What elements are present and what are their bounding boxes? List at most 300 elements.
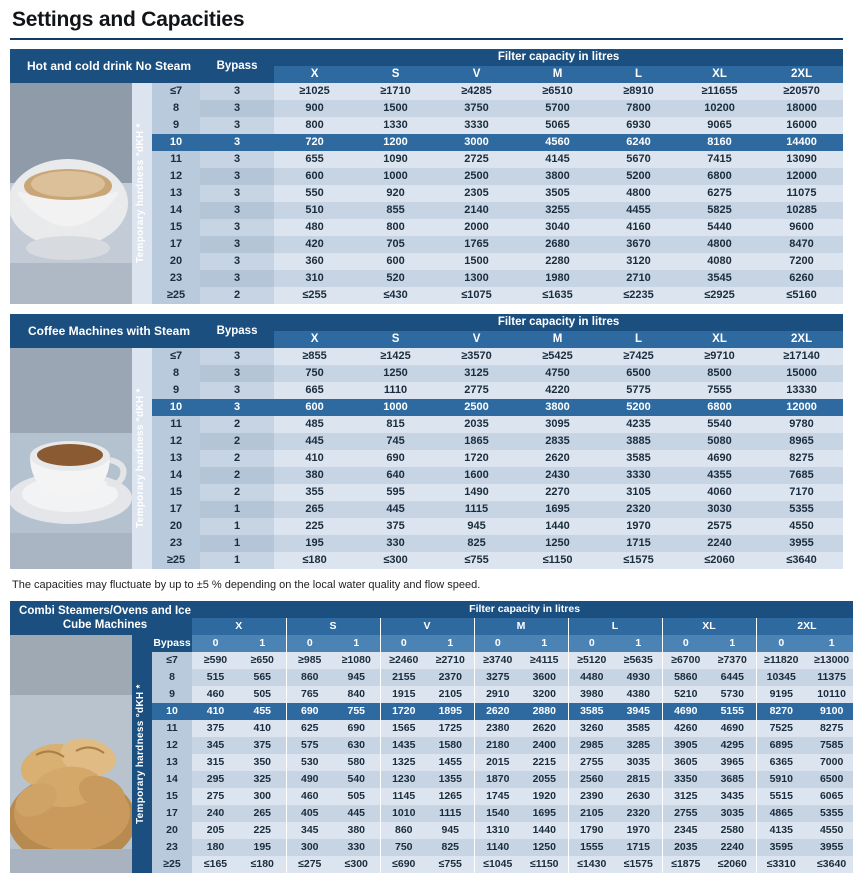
cell-x: ≤180 [274,552,355,569]
cell-value: ≥13000 [806,652,853,669]
hardness-label-text: Temporary hardness °dKH * [135,123,146,264]
page-title: Settings and Capacities [12,8,245,31]
cell-value: 840 [333,686,380,703]
cell-2xl: 3955 [760,535,843,552]
hardness-vertical-label [132,348,152,569]
cell-value: ≥2710 [427,652,474,669]
cell-value: 4135 [756,822,806,839]
cell-m: 3505 [517,185,598,202]
bypass-opt: 1 [521,635,568,652]
bypass-opt: 0 [474,635,521,652]
hardness-value: 14 [152,771,192,788]
bypass-value: 1 [200,535,274,552]
cell-m: 1250 [517,535,598,552]
bypass-value: 3 [200,100,274,117]
cell-value: 530 [286,754,333,771]
cell-s: 595 [355,484,436,501]
hardness-value: 8 [152,669,192,686]
cell-s: 815 [355,416,436,433]
cell-value: 2215 [521,754,568,771]
cell-value: 3275 [474,669,521,686]
cell-2xl: 14400 [760,134,843,151]
hardness-vertical-label [132,635,152,873]
cell-x: 410 [274,450,355,467]
bypass-value: 3 [200,83,274,100]
cell-value: 505 [333,788,380,805]
cell-s: 375 [355,518,436,535]
bypass-value: 3 [200,382,274,399]
cell-2xl: 12000 [760,399,843,416]
bypass-value: 3 [200,168,274,185]
cell-s: 1500 [355,100,436,117]
cell-value: ≤180 [239,856,286,873]
bypass-opt: 1 [806,635,853,652]
cell-xl: 10200 [679,100,760,117]
cell-l: 3120 [598,253,679,270]
cell-value: 2390 [568,788,615,805]
cell-value: 3945 [615,703,662,720]
coffee-cup-image [10,83,132,304]
hardness-value: 14 [152,467,200,484]
hardness-value: 17 [152,501,200,518]
cell-value: 2400 [521,737,568,754]
cell-l: ≥8910 [598,83,679,100]
hardness-label-text: Temporary hardness °dKH * [135,388,146,529]
cell-value: ≤1875 [662,856,709,873]
cell-2xl: 18000 [760,100,843,117]
table-title-coffee-steam: Coffee Machines with Steam [10,314,200,348]
col-m: M [474,618,568,635]
cell-v: 3330 [436,117,517,134]
cell-v: 1600 [436,467,517,484]
cell-value: 3260 [568,720,615,737]
cell-value: ≤1045 [474,856,521,873]
cell-value: 275 [192,788,239,805]
cell-value: 1325 [380,754,427,771]
bread-basket-photo [10,635,132,873]
cell-s: 600 [355,253,436,270]
cell-value: ≥1080 [333,652,380,669]
bypass-opt: 0 [192,635,239,652]
cell-xl: ≥9710 [679,348,760,365]
bypass-value: 1 [200,552,274,569]
cell-xl: ≥11655 [679,83,760,100]
cell-x: 510 [274,202,355,219]
cell-value: 1265 [427,788,474,805]
cell-v: 3125 [436,365,517,382]
cell-value: 1555 [568,839,615,856]
cell-value: 1540 [474,805,521,822]
cell-l: 5775 [598,382,679,399]
col-l: L [598,66,679,83]
hardness-value: ≥25 [152,856,192,873]
cell-value: 4930 [615,669,662,686]
hardness-value: 11 [152,151,200,168]
cell-value: 345 [192,737,239,754]
cell-v: 1115 [436,501,517,518]
cell-v: 1865 [436,433,517,450]
cell-value: 3435 [709,788,756,805]
cell-s: 690 [355,450,436,467]
cell-l: 4160 [598,219,679,236]
cell-l: ≤2235 [598,287,679,304]
cell-value: 225 [239,822,286,839]
cell-value: 7525 [756,720,806,737]
cell-v: 3000 [436,134,517,151]
cell-value: 2630 [615,788,662,805]
cell-l: 3585 [598,450,679,467]
cell-s: 745 [355,433,436,450]
cell-value: 580 [333,754,380,771]
cell-2xl: ≥17140 [760,348,843,365]
cell-v: 1300 [436,270,517,287]
cell-value: 3285 [615,737,662,754]
cell-value: 380 [333,822,380,839]
bypass-value: 3 [200,219,274,236]
cell-value: 3685 [709,771,756,788]
hardness-value: 8 [152,365,200,382]
cell-value: 6895 [756,737,806,754]
cell-x: 750 [274,365,355,382]
hardness-value: ≤7 [152,652,192,669]
cell-value: 5515 [756,788,806,805]
hardness-value: 9 [152,117,200,134]
cell-s: 1110 [355,382,436,399]
cell-value: 6365 [756,754,806,771]
hardness-value: ≤7 [152,83,200,100]
cell-value: 1920 [521,788,568,805]
hardness-value: 10 [152,134,200,151]
cell-v: 1720 [436,450,517,467]
cell-value: 755 [333,703,380,720]
cell-value: 2105 [568,805,615,822]
cell-value: 5860 [662,669,709,686]
bypass-opt: 1 [333,635,380,652]
cell-x: 480 [274,219,355,236]
cell-xl: 4800 [679,236,760,253]
table-header-row [10,49,843,66]
bypass-value: 2 [200,287,274,304]
cell-s: 855 [355,202,436,219]
cell-2xl: 8470 [760,236,843,253]
col-xl: XL [679,331,760,348]
filter-capacity-header: Filter capacity in litres [274,314,843,331]
cell-xl: 3545 [679,270,760,287]
cell-s: 800 [355,219,436,236]
cell-value: 1140 [474,839,521,856]
cell-m: 5700 [517,100,598,117]
cell-value: ≥985 [286,652,333,669]
cell-value: 7585 [806,737,853,754]
cell-l: 2320 [598,501,679,518]
bypass-header: Bypass [200,49,274,83]
bypass-opt: 0 [756,635,806,652]
cell-s: 1000 [355,168,436,185]
cell-value: 2620 [474,703,521,720]
cell-xl: 8500 [679,365,760,382]
cell-xl: 5540 [679,416,760,433]
cell-x: 485 [274,416,355,433]
cell-x: 665 [274,382,355,399]
cell-value: 410 [239,720,286,737]
cell-value: 825 [427,839,474,856]
hardness-value: 11 [152,416,200,433]
cell-v: 2775 [436,382,517,399]
cell-v: 2500 [436,168,517,185]
table-title-combi: Combi Steamers/Ovens and Ice Cube Machines [10,601,192,635]
cell-x: 225 [274,518,355,535]
cell-v: 3750 [436,100,517,117]
hardness-value: 15 [152,788,192,805]
cell-value: 2815 [615,771,662,788]
coffee-cup-saucer-photo [10,348,132,569]
cell-value: 11375 [806,669,853,686]
col-m: M [517,66,598,83]
cell-s: 705 [355,236,436,253]
cell-2xl: 8965 [760,433,843,450]
cell-l: 3885 [598,433,679,450]
cell-xl: 5825 [679,202,760,219]
cell-value: 1310 [474,822,521,839]
cell-xl: 4355 [679,467,760,484]
cell-value: ≥650 [239,652,286,669]
cell-m: 3040 [517,219,598,236]
cell-value: 295 [192,771,239,788]
cell-value: 5155 [709,703,756,720]
cell-value: 1870 [474,771,521,788]
hardness-value: 23 [152,535,200,552]
cell-value: 1435 [380,737,427,754]
cell-x: 445 [274,433,355,450]
cell-x: 360 [274,253,355,270]
bypass-opt: 1 [709,635,756,652]
cell-x: 720 [274,134,355,151]
cell-value: 690 [333,720,380,737]
cell-value: 565 [239,669,286,686]
cell-value: 8275 [806,720,853,737]
cell-l: 2710 [598,270,679,287]
cell-l: 1715 [598,535,679,552]
bypass-opt: 0 [380,635,427,652]
cell-m: 2280 [517,253,598,270]
cell-s: 640 [355,467,436,484]
cell-l: 1970 [598,518,679,535]
cell-2xl: 8275 [760,450,843,467]
hardness-value: ≥25 [152,287,200,304]
bypass-value: 3 [200,253,274,270]
cell-m: ≥6510 [517,83,598,100]
bypass-opt: 0 [568,635,615,652]
filter-capacity-header: Filter capacity in litres [274,49,843,66]
cell-xl: 9065 [679,117,760,134]
cell-l: 3105 [598,484,679,501]
cell-x: 195 [274,535,355,552]
col-2xl: 2XL [760,66,843,83]
cell-value: ≥3740 [474,652,521,669]
cell-xl: 4060 [679,484,760,501]
cell-m: 3800 [517,168,598,185]
cell-value: 1895 [427,703,474,720]
hardness-value: 13 [152,450,200,467]
cell-value: 5730 [709,686,756,703]
cell-v: 2500 [436,399,517,416]
cell-v: ≤1075 [436,287,517,304]
hardness-value: 10 [152,399,200,416]
cell-value: 1565 [380,720,427,737]
cell-x: 655 [274,151,355,168]
cell-value: 375 [192,720,239,737]
cell-value: 375 [239,737,286,754]
cell-value: 3905 [662,737,709,754]
hardness-value: 15 [152,484,200,501]
cell-m: 2430 [517,467,598,484]
cell-value: 5910 [756,771,806,788]
bypass-value: 2 [200,484,274,501]
hardness-value: 17 [152,236,200,253]
cell-value: 3980 [568,686,615,703]
col-l: L [598,331,679,348]
cell-xl: 7555 [679,382,760,399]
hardness-value: 12 [152,737,192,754]
cell-value: ≥5635 [615,652,662,669]
cell-value: 1725 [427,720,474,737]
cell-m: 4220 [517,382,598,399]
cell-value: 6445 [709,669,756,686]
cell-s: 1250 [355,365,436,382]
coffee-cup-saucer-image [10,348,132,569]
cell-m: 1695 [517,501,598,518]
cell-m: 5065 [517,117,598,134]
cell-x: ≥1025 [274,83,355,100]
cell-value: 330 [333,839,380,856]
cell-m: 3800 [517,399,598,416]
cell-value: 1250 [521,839,568,856]
hardness-value: ≥25 [152,552,200,569]
cell-value: 575 [286,737,333,754]
cell-l: 4455 [598,202,679,219]
col-xl: XL [662,618,756,635]
cell-value: 2035 [662,839,709,856]
cell-value: 1720 [380,703,427,720]
cell-value: 1715 [615,839,662,856]
cell-s: 520 [355,270,436,287]
cell-xl: 4080 [679,253,760,270]
hardness-value: 14 [152,202,200,219]
col-2xl: 2XL [760,331,843,348]
bypass-subheader-row [10,635,853,652]
cell-value: 4865 [756,805,806,822]
cell-value: 3200 [521,686,568,703]
cell-l: 5200 [598,399,679,416]
cell-value: 315 [192,754,239,771]
col-2xl: 2XL [756,618,853,635]
cell-value: 1915 [380,686,427,703]
cell-value: 9195 [756,686,806,703]
cell-value: 2985 [568,737,615,754]
hardness-value: 9 [152,686,192,703]
hardness-value: 23 [152,839,192,856]
cell-value: 4690 [662,703,709,720]
cell-value: 1355 [427,771,474,788]
hardness-value: ≤7 [152,348,200,365]
cell-v: 945 [436,518,517,535]
cell-value: 4260 [662,720,709,737]
cell-value: 2370 [427,669,474,686]
cell-value: 2105 [427,686,474,703]
cell-value: 1695 [521,805,568,822]
cell-value: 1010 [380,805,427,822]
cell-value: 2910 [474,686,521,703]
table-body-first-row [10,348,843,365]
cell-value: 1455 [427,754,474,771]
cell-x: ≥855 [274,348,355,365]
cell-value: 2880 [521,703,568,720]
cell-v: 1490 [436,484,517,501]
cell-xl: 2240 [679,535,760,552]
cell-value: 1790 [568,822,615,839]
cell-2xl: 9600 [760,219,843,236]
cell-value: 460 [192,686,239,703]
cell-xl: 6800 [679,168,760,185]
cell-s: ≥1710 [355,83,436,100]
cell-value: 2345 [662,822,709,839]
cell-value: 3035 [709,805,756,822]
table-header-row [10,601,853,618]
col-xl: XL [679,66,760,83]
cell-v: 1500 [436,253,517,270]
cell-value: 4480 [568,669,615,686]
cell-value: 2015 [474,754,521,771]
cell-value: 1745 [474,788,521,805]
cell-xl: 8160 [679,134,760,151]
cell-m: 3255 [517,202,598,219]
cell-value: 2620 [521,720,568,737]
cell-value: ≤300 [333,856,380,873]
cell-value: 490 [286,771,333,788]
cell-xl: 5440 [679,219,760,236]
cell-2xl: ≤5160 [760,287,843,304]
cell-xl: 2575 [679,518,760,535]
hardness-value: 17 [152,805,192,822]
cell-value: 515 [192,669,239,686]
cell-x: 380 [274,467,355,484]
cell-xl: ≤2925 [679,287,760,304]
cell-value: 2380 [474,720,521,737]
cell-value: ≥7370 [709,652,756,669]
cell-value: 690 [286,703,333,720]
cell-x: 600 [274,168,355,185]
cell-2xl: 4550 [760,518,843,535]
cell-l: 4235 [598,416,679,433]
cell-l: 4800 [598,185,679,202]
cell-m: 4145 [517,151,598,168]
cell-2xl: 7200 [760,253,843,270]
cell-s: 1090 [355,151,436,168]
table-block-combi [10,601,850,873]
hardness-value: 8 [152,100,200,117]
bypass-value: 2 [200,467,274,484]
table-body-first-row [10,83,843,100]
cell-m: 2270 [517,484,598,501]
cell-value: 3605 [662,754,709,771]
bypass-opt: 1 [239,635,286,652]
cell-value: 10110 [806,686,853,703]
col-v: V [436,331,517,348]
cell-value: 2055 [521,771,568,788]
cell-2xl: 5355 [760,501,843,518]
cell-2xl: 13330 [760,382,843,399]
coffee-cup-photo [10,83,132,304]
